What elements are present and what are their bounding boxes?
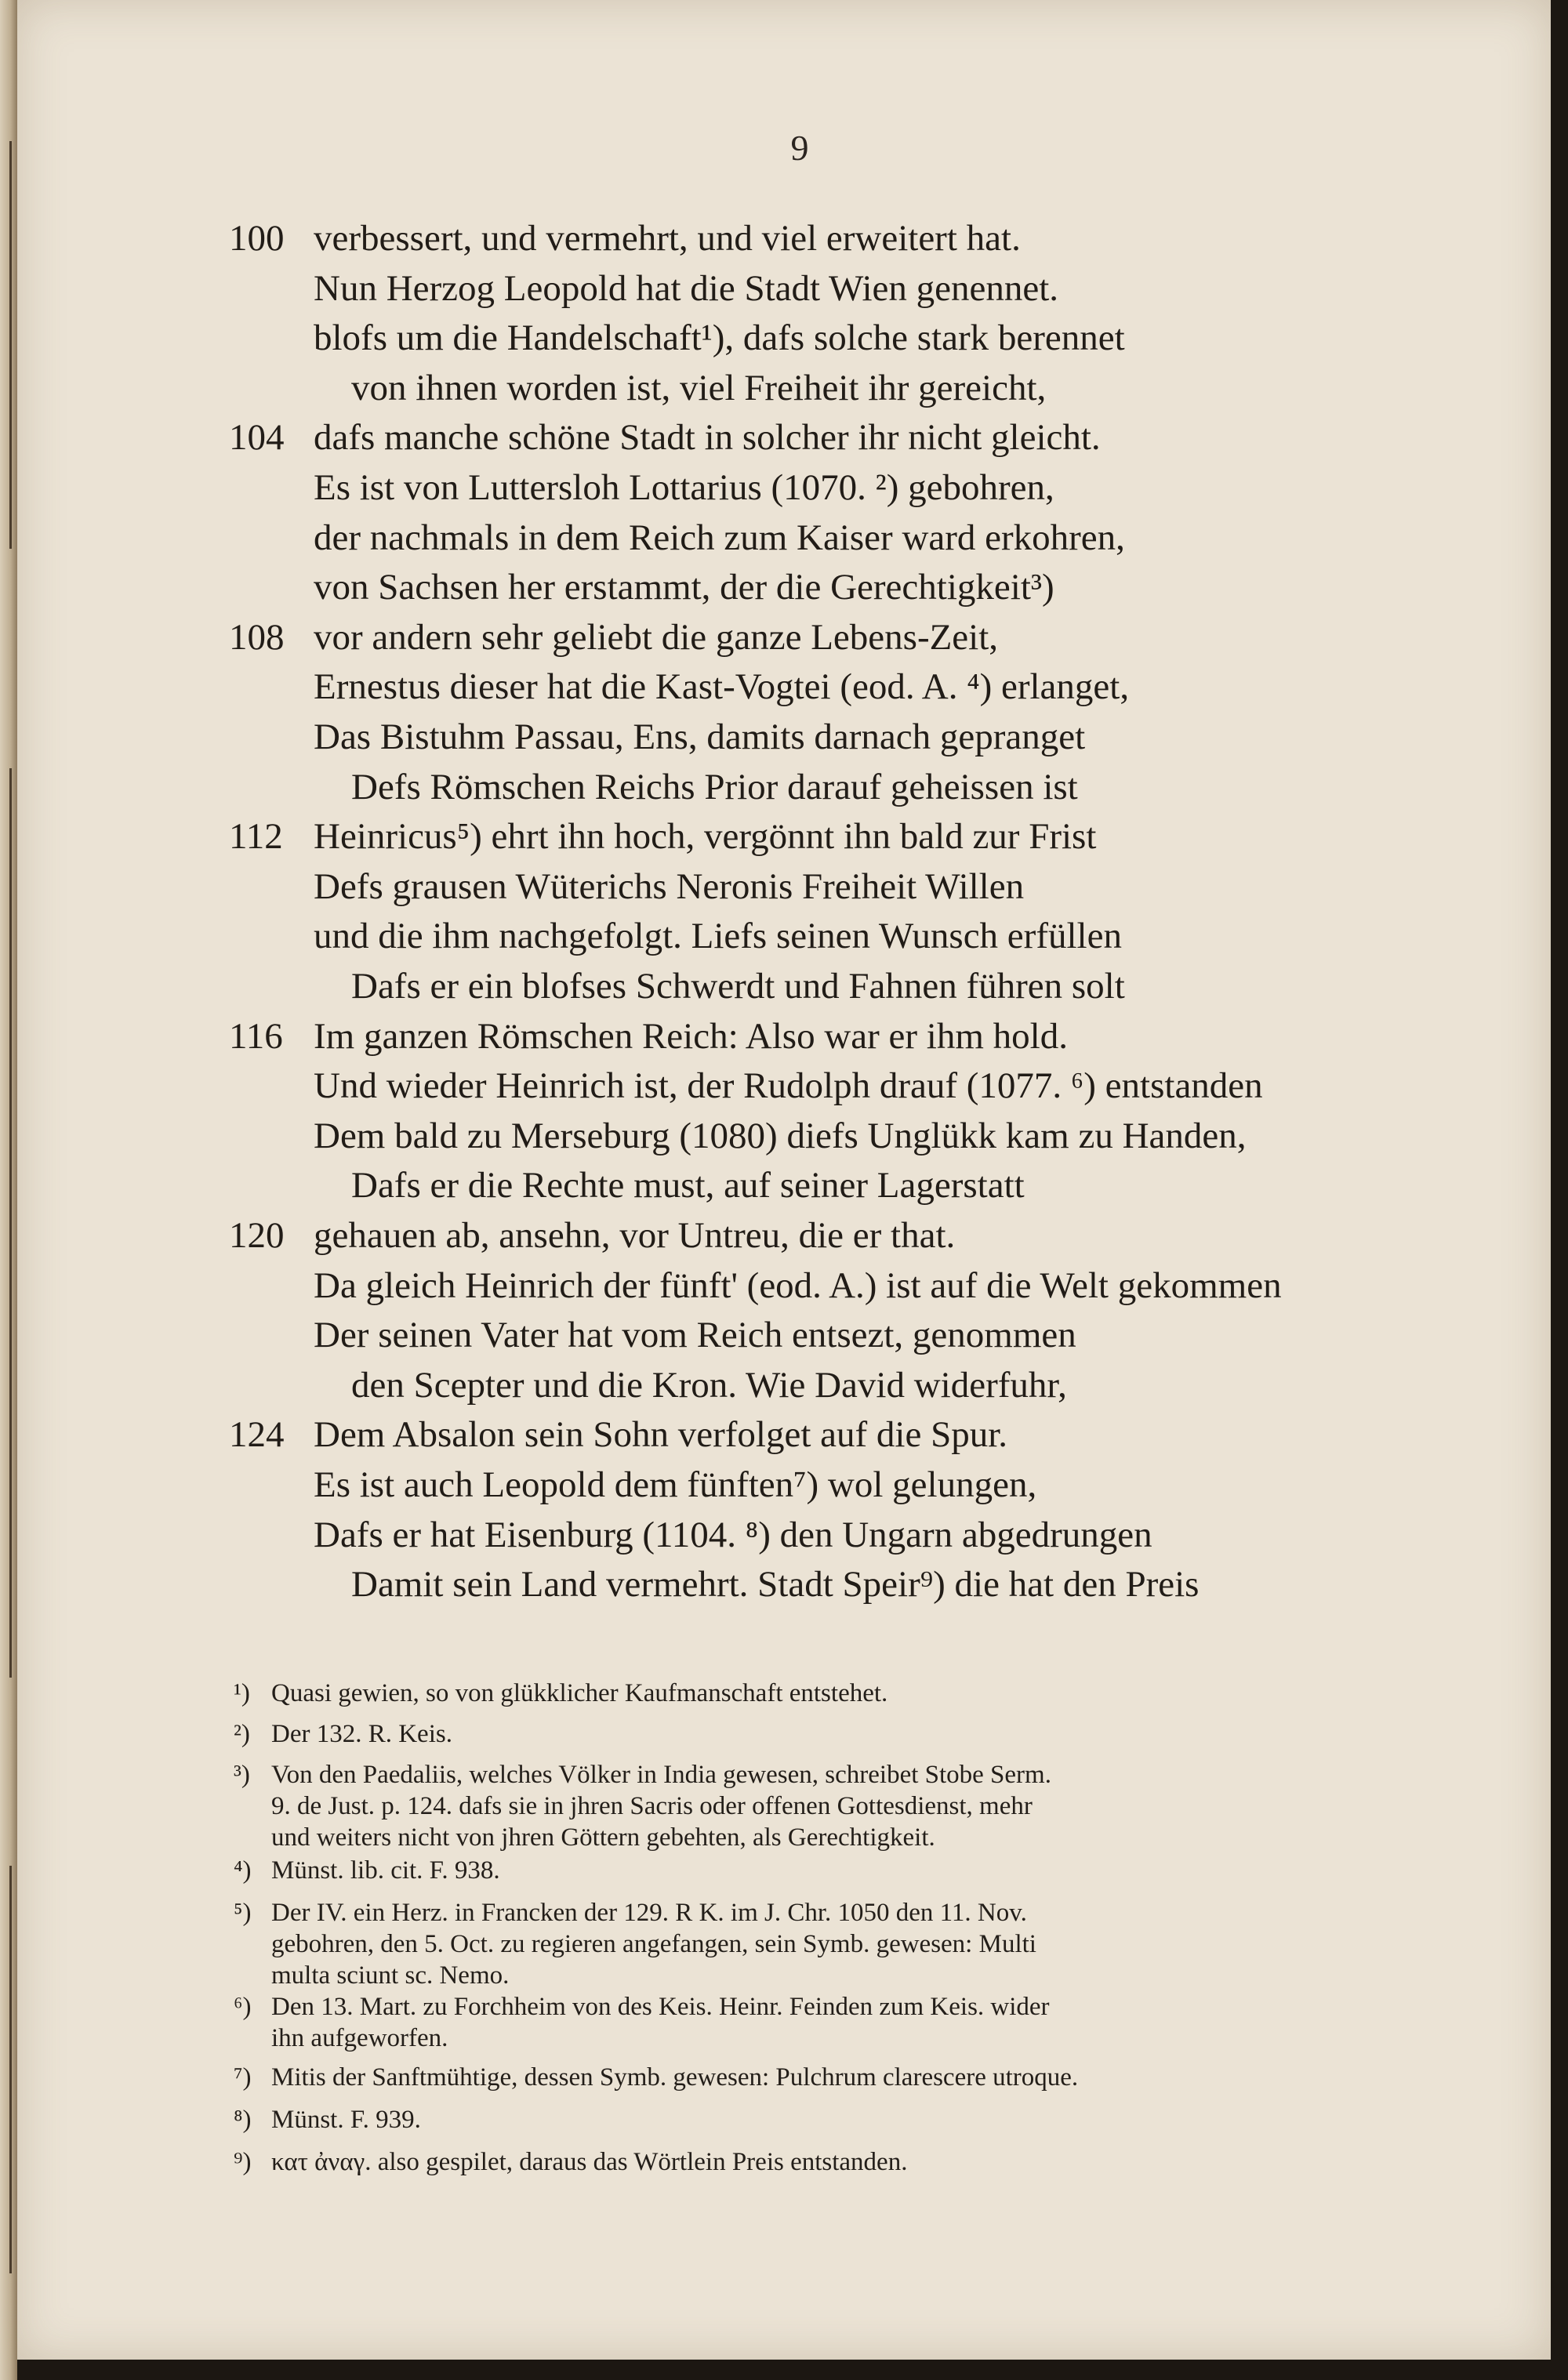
verse-text: Es ist von Luttersloh Lottarius (1070. ²) gebohren, [314, 467, 1054, 508]
footnote-text: Münst. lib. cit. F. 938. [271, 1856, 500, 1885]
verse-text: dafs manche schöne Stadt in solcher ihr nicht gleicht. [314, 417, 1101, 459]
footnote-mark: ⁶) [234, 1993, 252, 2021]
verse-number: 108 [229, 616, 285, 658]
verse-text: der nachmals in dem Reich zum Kaiser ward erkohren, [314, 517, 1125, 558]
verse-text: von Sachsen her erstammt, der die Gerechtigkeit³) [314, 567, 1054, 608]
footnote-text: gebohren, den 5. Oct. zu regieren angefangen, sein Symb. gewesen: Multi [271, 1930, 1036, 1958]
verse-text: Im ganzen Römschen Reich: Also war er ihm hold. [314, 1015, 1068, 1057]
verse-text: blofs um die Handelschaft¹), dafs solche stark berennet [314, 317, 1125, 359]
binding-thread [9, 141, 12, 549]
footnote-text: Von den Paedaliis, welches Völker in India gewesen, schreibet Stobe Serm. [271, 1761, 1051, 1789]
verse-text: Der seinen Vater hat vom Reich entsezt, genommen [314, 1315, 1076, 1356]
verse-text: verbessert, und vermehrt, und viel erweitert hat. [314, 218, 1021, 259]
footnote-text: Mitis der Sanftmühtige, dessen Symb. gewesen: Pulchrum clarescere utroque. [271, 2063, 1079, 2092]
verse-text: Damit sein Land vermehrt. Stadt Speir⁹) die hat den Preis [351, 1564, 1200, 1605]
verse-text: Das Bistuhm Passau, Ens, damits darnach gepranget [314, 717, 1086, 757]
verse-text: Und wieder Heinrich ist, der Rudolph drauf (1077. ⁶) entstanden [314, 1065, 1263, 1107]
footnote-mark: ⁷) [234, 2063, 252, 2092]
binding-thread [9, 768, 12, 1678]
binding-thread [9, 1866, 12, 2273]
verse-number: 112 [229, 816, 283, 858]
verse-number: 120 [229, 1215, 285, 1256]
footnote-text: Der IV. ein Herz. in Francken der 129. R K. im J. Chr. 1050 den 11. Nov. [271, 1899, 1027, 1927]
verse-text: Da gleich Heinrich der fünft' (eod. A.) ist auf die Welt gekommen [314, 1264, 1282, 1306]
verse-text: Dem bald zu Merseburg (1080) diefs Unglükk kam zu Handen, [314, 1115, 1247, 1156]
footnote-mark: ²) [234, 1720, 250, 1748]
footnote-text: multa sciunt sc. Nemo. [271, 1961, 510, 1990]
footnote-text: Münst. F. 939. [271, 2106, 421, 2134]
verse-number: 104 [229, 417, 285, 459]
verse-text: Heinricus⁵) ehrt ihn hoch, vergönnt ihn bald zur Frist [314, 816, 1097, 858]
verse-text: Defs Römschen Reichs Prior darauf geheissen ist [351, 766, 1078, 807]
verse-text: Dafs er ein blofses Schwerdt und Fahnen führen solt [351, 966, 1125, 1007]
verse-text: Ernestus dieser hat die Kast-Vogtei (eod. A. ⁴) erlanget, [314, 666, 1130, 708]
footnote-text: ihn aufgeworfen. [271, 2024, 448, 2052]
verse-text: den Scepter und die Kron. Wie David widerfuhr, [351, 1364, 1067, 1406]
footnote-mark: ¹) [234, 1679, 250, 1707]
verse-text: gehauen ab, ansehn, vor Untreu, die er that. [314, 1215, 956, 1256]
footnote-text: Den 13. Mart. zu Forchheim von des Keis. Heinr. Feinden zum Keis. wider [271, 1993, 1050, 2021]
footnote-mark: ⁴) [234, 1856, 252, 1885]
verse-text: und die ihm nachgefolgt. Liefs seinen Wunsch erfüllen [314, 916, 1122, 957]
verse-number: 100 [229, 218, 285, 259]
verse-text: Dafs er hat Eisenburg (1104. ⁸) den Ungarn abgedrungen [314, 1514, 1152, 1555]
verse-text: Defs grausen Wüterichs Neronis Freiheit Willen [314, 865, 1025, 907]
verse-text: Dem Absalon sein Sohn verfolget auf die Spur. [314, 1414, 1008, 1456]
verse-text: von ihnen worden ist, viel Freiheit ihr gereicht, [351, 367, 1047, 408]
verse-text: Nun Herzog Leopold hat die Stadt Wien genennet. [314, 267, 1059, 309]
footnote-mark: ⁵) [234, 1899, 252, 1927]
footnote-text: Quasi gewien, so von glükklicher Kaufmanschaft entstehet. [271, 1679, 888, 1707]
footnote-text: κατ ἀναγ. also gespilet, daraus das Wörtlein Preis entstanden. [271, 2148, 908, 2176]
verse-text: vor andern sehr geliebt die ganze Lebens-Zeit, [314, 616, 999, 658]
verse-number: 124 [229, 1414, 285, 1456]
footnote-text: 9. de Just. p. 124. dafs sie in jhren Sacris oder offenen Gottesdienst, mehr [271, 1792, 1033, 1820]
footnote-mark: ³) [234, 1761, 250, 1789]
page-number: 9 [790, 128, 809, 168]
footnote-text: Der 132. R. Keis. [271, 1720, 452, 1748]
footnote-mark: ⁸) [234, 2106, 252, 2134]
book-binding [0, 0, 17, 2380]
footnote-mark: ⁹) [234, 2148, 252, 2176]
verse-text: Es ist auch Leopold dem fünften⁷) wol gelungen, [314, 1464, 1037, 1505]
verse-number: 116 [229, 1015, 283, 1057]
footnote-text: und weiters nicht von jhren Göttern gebehten, als Gerechtigkeit. [271, 1823, 935, 1852]
verse-text: Dafs er die Rechte must, auf seiner Lagerstatt [351, 1165, 1025, 1206]
